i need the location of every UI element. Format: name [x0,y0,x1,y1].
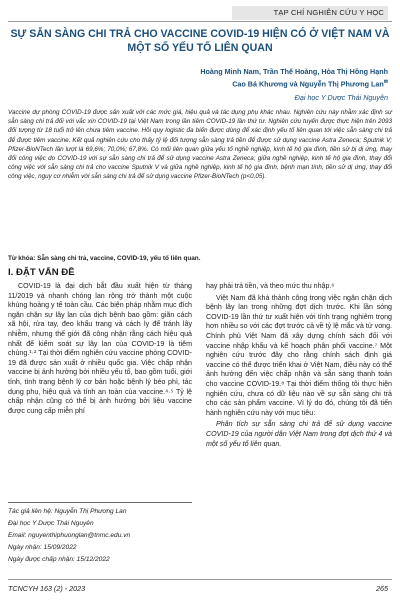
corr-author: Tác giả liên hệ: Nguyễn Thị Phương Lan [8,508,127,515]
corresponding-mark-icon: ✉ [383,79,388,85]
intro-paragraph-1: COVID-19 là đại dịch bắt đầu xuất hiện từ tháng 11/2019 và nhanh chóng lan rộng trở thành một cuộc khủng hoảng y tế toàn cầu. Các biện pháp nhằm mục đích ngăn chặn sự lây lan của dịch bệnh bao gồm: giãn cách xã hội, rửa tay, đeo khẩu trang và cách ly để tránh lây nhiễm, nhưng thế giới đã công nhận rằng cách hiệu quả nhất để kiểm soát sự lây lan của COVID-19 là tiêm chủng.¹·² Tại thời điểm nghiên cứu vaccine phòng COVID-19 đã được sản xuất ở nhiều quốc gia. Việc chấp nhận vaccine bị ảnh hưởng bởi nhiều yếu tố, bao gồm tuổi, giới tính, tình trạng bệnh lý cơ bản hoặc bệnh lý béo phì, tác dụng phụ, hiệu quả và tính an toàn của vaccine.⁴·⁵ Tỷ lệ chấp nhận cũng có thể bị ảnh hưởng bởi liệu vaccine được cung cấp miễn phí [8,282,192,415]
correspondence-block [8,506,192,566]
authors-line-2 [88,77,388,89]
journal-tag: TẠP CHÍ NGHIÊN CỨU Y HỌC [232,6,388,20]
section-heading: I. ĐẶT VẤN ĐỀ [8,267,75,278]
page-number: 265 [376,584,388,593]
corr-institution: Đại học Y Dược Thái Nguyên [8,520,94,527]
body-column-right [206,282,392,451]
article-title: SỰ SẴN SÀNG CHI TRẢ CHO VACCINE COVID-19 HIỆN CÓ Ở VIỆT NAM VÀ MỘT SỐ YẾU TỐ LIÊN QUAN [10,28,390,54]
intro-paragraph-continued: hay phải trả tiền, và theo mức thu nhập.⁶ [206,282,335,290]
body-column-left [8,282,192,418]
footnote-divider [8,502,192,503]
abstract: Vaccine dự phòng COVID-19 được sản xuất với các mức giá, hiệu quả và tác dụng phụ khác nhau. Nghiên cứu này nhằm xác định sự sẵn sàng chi trả đối với vắc xin COVID-19 tại Việt Nam trong lần tiêm COVID-19 lần thứ tư. Nghiên cứu tuyến được thực hiện trên 2093 đối tượng từ 18 tuổi trở lên chưa tiêm vaccine. Hồi quy logistic đa biến được dùng để xác định yếu tố liên quan tới việc sẵn sàng chi trả để được tiêm vaccine. Kết quả nghiên cứu cho thấy tỷ lệ đối tượng sẵn sàng trả tiền để được sử dụng vaccine Astra Zeneca; Sputnik V; Pfizer-BioNTech lần lượt là 69,6%; 70,0%; 67,8%. Có mối liên quan giữa yếu tố nghề nghiệp, kinh tế hộ gia đình, tiền sử bị dị ứng, thay đổi công việc do COVID-19 với sự sẵn sàng chi trả để sử dụng vaccine Astra Zeneca; giữa nghề nghiệp, kinh tế hộ gia đình, thay đổi công việc với sẵn sàng chi trả cho vaccine Sputnik V và giữa nghề nghiệp, kinh tế hộ gia đình, bệnh mạn tính, tiền sử dị ứng, thay đổi công việc, nguy cơ nhiễm với sẵn sàng chi trả để sử dụng vaccine Pfizer-BioNTech (p<0,05). [8,109,392,181]
authors-line-1: Hoàng Minh Nam, Trần Thế Hoàng, Hòa Thị Hồng Hạnh [200,67,388,76]
intro-paragraph-2: Việt Nam đã khá thành công trong việc ngăn chặn dịch bệnh lây lan trong những đợt dịch trước. Khi lần sóng COVID-19 lần thứ tư xuất hiện với tính trạng nghiêm trọng hơn nhiều so với các đợt trước cả về tỷ lệ mắc và tử vong. Chính phủ Việt Nam đã xây dựng chính sách đối với vaccine nhập khẩu và kế hoạch phân phối vaccine.⁷ Một nghiên cứu trước đây cho rằng chính sách định giá vaccine có thể được triển khai ở Việt Nam, điều này có thể ảnh hưởng đến việc chấp nhận và sẵn sàng thanh toán cho vaccine COVID-19.⁸ Tại thời điểm thống tôi thực hiện nghiên cứu, chưa có dữ liệu nào về sự sẵn sàng chi trả cho các sản phẩm vaccine. Vì lý do đó, chúng tôi đã tiến hành nghiên cứu này với mục tiêu: [206,293,392,417]
date-accepted: Ngày được chấp nhận: 15/12/2022 [8,556,110,563]
study-objective: Phân tích sự sẵn sàng chi trả để sử dụng vaccine COVID-19 của người dân Việt Nam trong đợt dịch thứ 4 và một số yếu tố liên quan. [206,420,392,448]
affiliation: Đại học Y Dược Thái Nguyên [294,93,388,102]
header-divider [8,21,392,22]
journal-citation: TCNCYH 163 (2) - 2023 [8,584,86,593]
author-list [88,66,388,89]
footer-divider [8,579,392,580]
corr-email: Email: nguyenthiphuonglan@tnmc.edu.vn [8,532,131,539]
authors-line-2-text: Cao Bá Khương và Nguyễn Thị Phương Lan [232,79,384,89]
date-received: Ngày nhận: 15/09/2022 [8,544,77,551]
keywords: Từ khóa: Sẵn sàng chi trả, vaccine, COVID-19, yếu tố liên quan. [8,255,201,262]
